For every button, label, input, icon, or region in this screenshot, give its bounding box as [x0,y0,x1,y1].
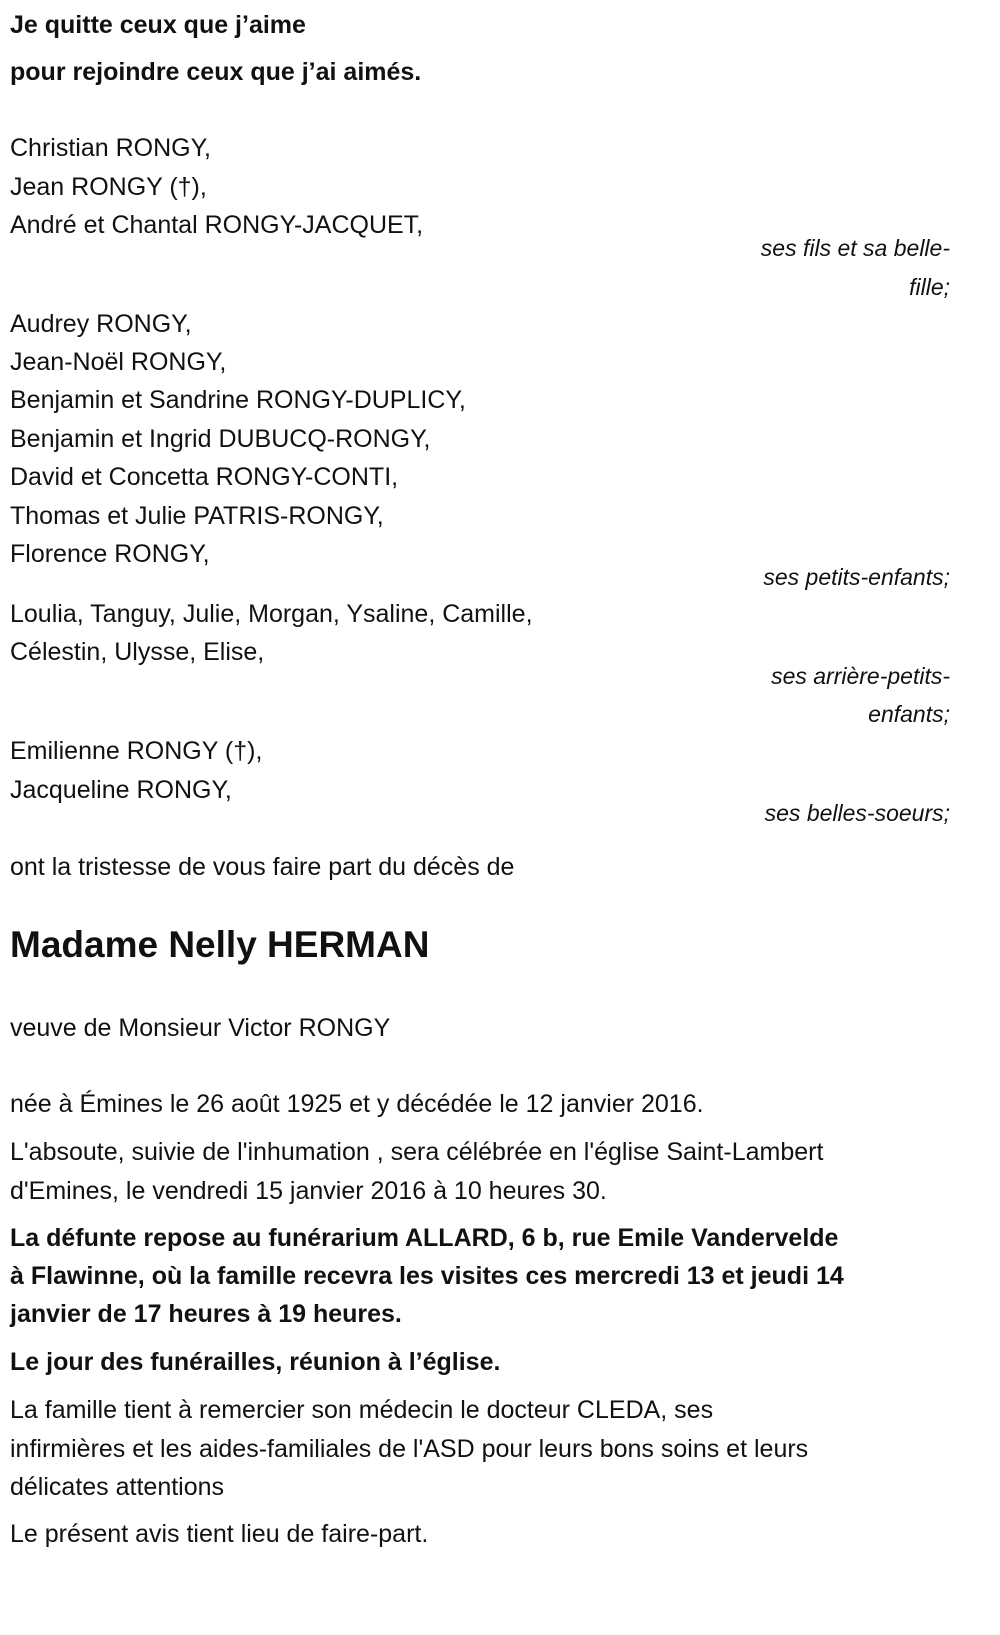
rest-line: à Flawinne, où la famille recevra les visites ces mercredi 13 et jeudi 14 [10,1262,844,1290]
rest-line: La défunte repose au funérarium ALLARD, 6 b, rue Emile Vandervelde [10,1224,839,1252]
family-member: Thomas et Julie PATRIS-RONGY, [10,502,384,530]
ceremony-line: d'Emines, le vendredi 15 janvier 2016 à 10 heures 30. [10,1177,607,1205]
relation-label: ses belles-soeurs; [764,800,950,826]
family-member: Jean-Noël RONGY, [10,348,227,376]
family-member: Célestin, Ulysse, Elise, [10,638,265,666]
family-member: Loulia, Tanguy, Julie, Morgan, Ysaline, Camille, [10,600,533,628]
birth-death: née à Émines le 26 août 1925 et y décédée le 12 janvier 2016. [10,1090,704,1118]
relation-label: fille; [909,274,950,300]
meeting: Le jour des funérailles, réunion à l’église. [10,1348,501,1376]
thanks-line: La famille tient à remercier son médecin le docteur CLEDA, ses [10,1396,714,1424]
rest-line: janvier de 17 heures à 19 heures. [10,1300,402,1328]
family-member: David et Concetta RONGY-CONTI, [10,463,399,491]
family-member: Florence RONGY, [10,540,210,568]
quote-line: pour rejoindre ceux que j’ai aimés. [10,58,422,86]
family-member: Benjamin et Ingrid DUBUCQ-RONGY, [10,425,431,453]
relation-label: ses arrière-petits- [771,663,950,689]
relation-label: enfants; [868,701,950,727]
thanks-line: délicates attentions [10,1473,225,1501]
family-member: Benjamin et Sandrine RONGY-DUPLICY, [10,386,466,414]
family-member: Christian RONGY, [10,134,211,162]
family-member: Jacqueline RONGY, [10,776,232,804]
relation-label: ses fils et sa belle- [760,235,950,261]
closing: Le présent avis tient lieu de faire-part. [10,1520,429,1548]
widow-of: veuve de Monsieur Victor RONGY [10,1014,391,1042]
family-member: André et Chantal RONGY-JACQUET, [10,211,424,239]
relation-label: ses petits-enfants; [763,564,950,590]
family-member: Emilienne RONGY (†), [10,737,263,765]
quote-line: Je quitte ceux que j’aime [10,11,306,39]
deceased-name: Madame Nelly HERMAN [10,924,430,965]
announcement: ont la tristesse de vous faire part du décès de [10,853,515,881]
thanks-line: infirmières et les aides-familiales de l'ASD pour leurs bons soins et leurs [10,1435,809,1463]
family-member: Jean RONGY (†), [10,173,207,201]
family-member: Audrey RONGY, [10,310,192,338]
ceremony-line: L'absoute, suivie de l'inhumation , sera célébrée en l'église Saint-Lambert [10,1138,824,1166]
